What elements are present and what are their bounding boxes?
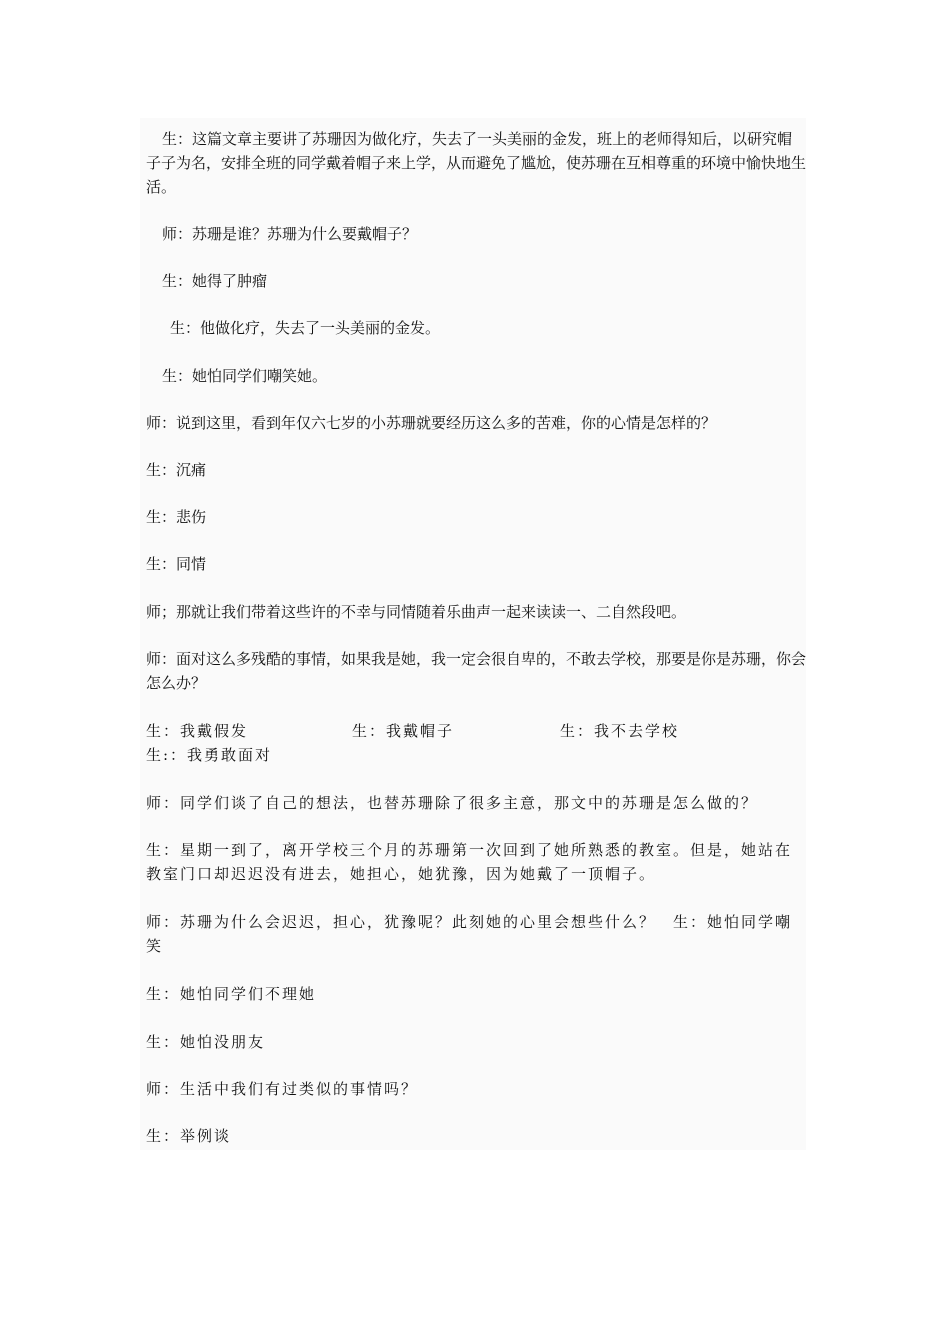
paragraph-9: 生：同情 [146, 555, 207, 573]
paragraph-10: 师；那就让我们带着这些许的不幸与同情随着乐曲声一起来读读一、二自然段吧。 [146, 603, 687, 621]
paragraph-11: 师：面对这么多残酷的事情，如果我是她，我一定会很自卑的，不敢去学校，那要是你是苏珊，你会怎么办？ [146, 650, 807, 692]
paragraph-3: 生：她得了肿瘤 [162, 272, 268, 290]
paragraph-15: 生：星期一到了，离开学校三个月的苏珊第一次回到了她所熟悉的教室。但是，她站在教室门口却迟迟没有进去，她担心，她犹豫，因为她戴了一顶帽子。 [146, 841, 793, 883]
paragraph-6: 师：说到这里，看到年仅六七岁的小苏珊就要经历这么多的苦难，你的心情是怎样的？ [146, 414, 717, 432]
answer-no-school: 生：我不去学校 [560, 722, 680, 740]
paragraph-19: 师：生活中我们有过类似的事情吗？ [146, 1080, 419, 1098]
paragraph-14: 师：同学们谈了自己的想法，也替苏珊除了很多主意，那文中的苏珊是怎么做的？ [146, 794, 759, 812]
paragraph-2: 师：苏珊是谁？苏珊为什么要戴帽子？ [162, 225, 418, 243]
answer-wig: 生：我戴假发 [146, 722, 249, 740]
paragraph-20: 生：举例谈 [146, 1127, 232, 1145]
paragraph-18: 生：她怕没朋友 [146, 1033, 266, 1051]
paragraph-5: 生：她怕同学们嘲笑她。 [162, 367, 328, 385]
answer-hat: 生：我戴帽子 [352, 722, 455, 740]
paragraph-8: 生：悲伤 [146, 508, 207, 526]
paragraph-17: 生：她怕同学们不理她 [146, 985, 317, 1003]
paragraph-7: 生：沉痛 [146, 461, 207, 479]
paragraph-1: 生：这篇文章主要讲了苏珊因为做化疗，失去了一头美丽的金发，班上的老师得知后，以研究帽子子为名，安排全班的同学戴着帽子来上学，从而避免了尴尬，使苏珊在互相尊重的环境中愉快地生活。 [146, 130, 807, 196]
paragraph-13: 生:：我勇敢面对 [146, 746, 273, 764]
paragraph-4: 生：他做化疗，失去了一头美丽的金发。 [170, 319, 441, 337]
paragraph-16: 师：苏珊为什么会迟迟，担心，犹豫呢？此刻她的心里会想些什么？ 生：她怕同学嘲笑 [146, 913, 793, 955]
